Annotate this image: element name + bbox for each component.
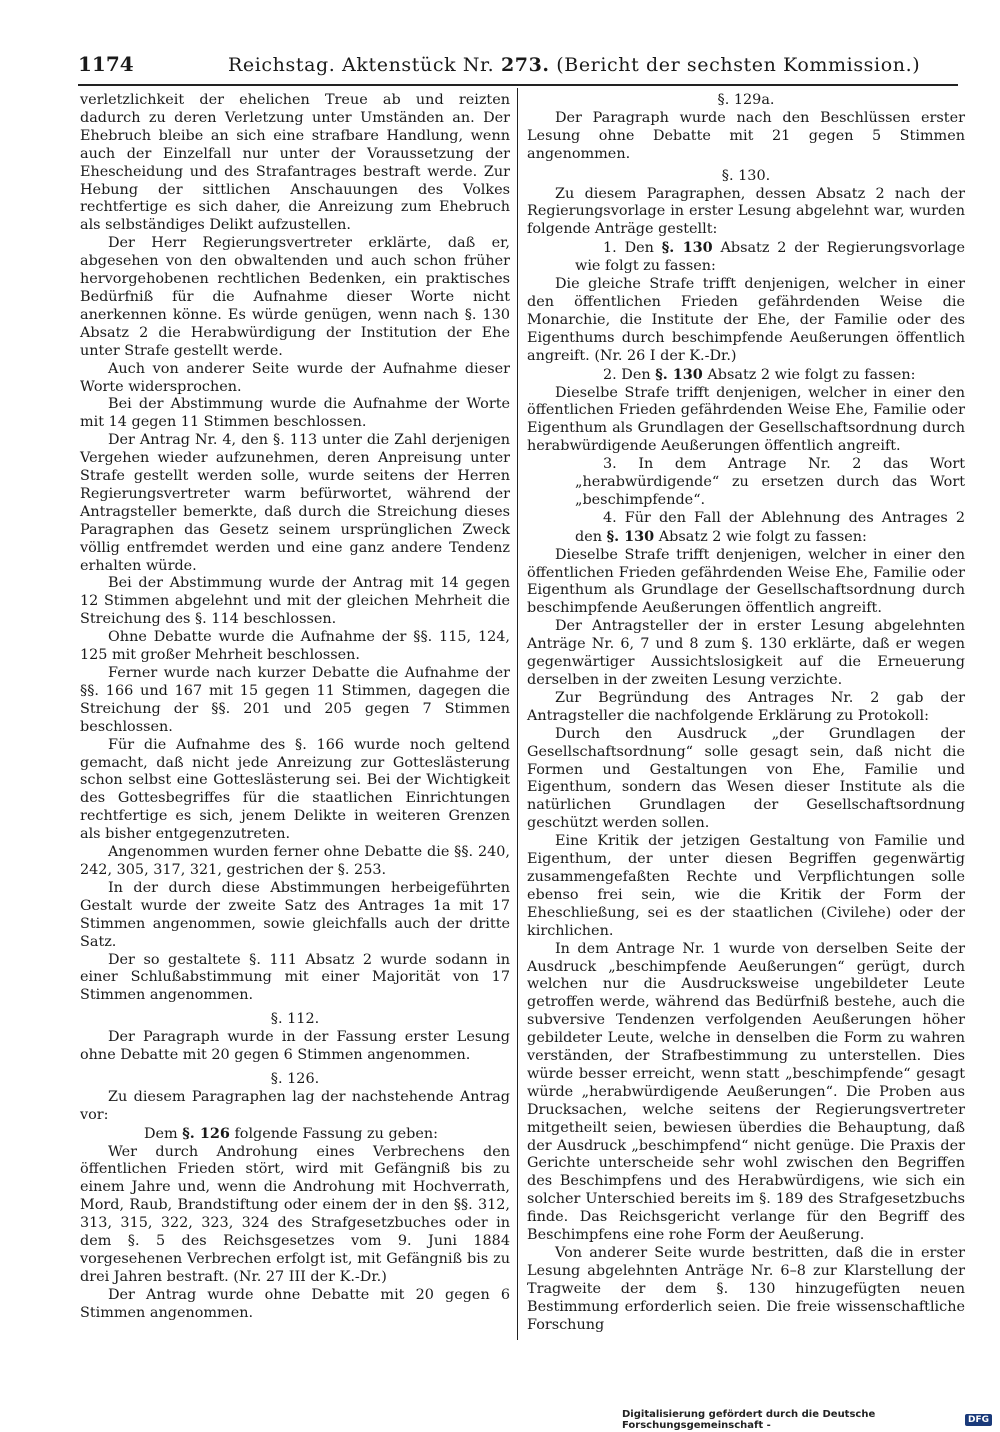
amendment-section: §. 126 — [182, 1124, 230, 1142]
right-column — [527, 92, 965, 1335]
section-heading: §. 126. — [270, 1070, 320, 1087]
paragraph: Von anderer Seite wurde bestritten, daß die in erster Lesung abgelehnten Anträge Nr. 6–8 zur Klarstellung der Tragweite der dem §. 130 hinzugefügten neuen Bestimmung erforderlich seien. Die freie wissenschaftliche Forschung — [527, 1245, 965, 1333]
amendment-suffix: folgende Fassung zu geben: — [234, 1125, 439, 1142]
protocol-quote: Durch den Ausdruck „der Grundlagen der Gesellschaftsordnung“ solle gesagt sein, daß nicht die Formen und Gestaltungen von Ehe, Familie und Eigenthum, sondern das Wesen dieser Institute als die natürlichen Grundlagen der Gesellschaftsordnung geschützt werden sollen. — [527, 725, 965, 832]
amendment-prefix: Dem — [144, 1125, 178, 1142]
section-heading: §. 130. — [721, 167, 771, 184]
column-divider — [517, 88, 518, 1340]
amendment-item-2 — [527, 366, 965, 385]
item-suffix: Absatz 2 der Regierungsvorlage wie folgt zu fassen: — [575, 240, 965, 275]
amendment-item-3: 3. In dem Antrage Nr. 2 das Wort „herabwürdigende“ zu ersetzen durch das Wort „beschimpfende“. — [575, 456, 965, 508]
item-section: §. 130 — [606, 527, 655, 545]
digitization-footer — [622, 1409, 992, 1431]
paragraph: Ohne Debatte wurde die Aufnahme der §§. 115, 124, 125 mit großer Mehrheit beschlossen. — [80, 629, 510, 664]
paragraph: Ferner wurde nach kurzer Debatte die Aufnahme der §§. 166 und 167 mit 15 gegen 11 Stimmen, dagegen die Streichung der §§. 201 und 205 gegen 7 Stimmen beschlossen. — [80, 665, 510, 735]
page-number: 1174 — [78, 52, 134, 76]
paragraph: Der Antrag Nr. 4, den §. 113 unter die Zahl derjenigen Vergehen wieder aufzunehmen, deren Anpreisung unter Strafe gestellt werden solle, wurde seitens der Herren Regierungsvertreter warm befürwortet, während der Antragsteller bemerkte, daß durch die Streichung dieses Paragraphen das Gesetz seinem ursprünglichen Zweck völlig entfremdet werden und eine ganz andere Tendenz erhalten würde. — [80, 432, 510, 574]
document-number: 273. — [500, 54, 550, 76]
item-suffix: Absatz 2 wie folgt zu fassen: — [707, 366, 916, 383]
section-heading: §. 129a. — [717, 92, 775, 108]
section-heading: §. 112. — [270, 1011, 320, 1028]
paragraph: Der Herr Regierungsvertreter erklärte, daß er, abgesehen von den obwaltenden und auch schon früher hervorgehobenen rechtlichen Bedenken, ein praktisches Bedürfniß für die Aufnahme dieser Worte nicht anerkennen könne. Es würde genügen, wenn nach §. 130 Absatz 2 die Herabwürdigung der Institution der Ehe unter Strafe gestellt werde. — [80, 235, 510, 359]
item-suffix: Absatz 2 wie folgt zu fassen: — [658, 528, 867, 545]
running-title-prefix: Reichstag. Aktenstück Nr. — [228, 54, 495, 76]
dfg-logo-icon: DFG — [965, 1414, 992, 1426]
item-section: §. 130 — [655, 365, 703, 383]
paragraph: Zur Begründung des Antrages Nr. 2 gab der Antragsteller die nachfolgende Erklärung zu Protokoll: — [527, 689, 965, 724]
paragraph: Zu diesem Paragraphen, dessen Absatz 2 nach der Regierungsvorlage in erster Lesung abgelehnt war, wurden folgende Anträge gestellt: — [527, 185, 965, 238]
paragraph: In dem Antrage Nr. 1 wurde von derselben Seite der Ausdruck „beschimpfende Aeußerungen“ gerügt, durch welchen nur die Ausdrucksweise ungebildeter Leute getroffen werde, während das Bedürfniß bestehe, auch die subversive Tendenzen verfolgenden Aeußerungen höher gebildeter Leute, welche in denselben die Form zu wahren verständen, der Strafbestimmung zu unterstellen. Dies würde besser erreicht, wenn statt „beschimpfende“ gesagt würde „herabwürdigende Aeußerungen“. Die Proben aus Drucksachen, welche seitens der Regierungsvertreter mitgetheilt seien, bewiesen überdies die Behauptung, daß der Ausdruck „beschimpfend“ nicht genüge. Die Praxis der Gerichte unterscheide sehr wohl zwischen den Begriffen des Beschimpfens und des Herabwürdigens, wie sich ein solcher Unterschied bereits im §. 189 des Strafgesetzbuchs finde. Das Reichsgericht verlange für den Begriff des Beschimpfens eine rohe Form der Aeußerung. — [527, 940, 965, 1244]
amendment-quote: Wer durch Androhung eines Verbrechens den öffentlichen Frieden stört, wird mit Gefängniß bis zu einem Jahre und, wenn die Androhung mit Hochverrath, Mord, Raub, Brandstiftung oder einem der in den §§. 312, 313, 315, 322, 323, 324 des Strafgesetzbuches oder in dem §. 5 des Reichsgesetzes vom 9. Juni 1884 vorgesehenen Verbrechen erfolgt ist, mit Gefängniß bis zu drei Jahren bestraft. (Nr. 27 III der K.-Dr.) — [80, 1143, 510, 1285]
footer-credit: Digitalisierung gefördert durch die Deutsche Forschungsgemeinschaft - — [622, 1409, 876, 1431]
item-prefix: 4. Für den Fall der Ablehnung des Antrages 2 den — [575, 509, 965, 545]
amendment-heading — [80, 1125, 510, 1144]
paragraph: In der durch diese Abstimmungen herbeigeführten Gestalt wurde der zweite Satz des Antrages 1a mit 17 Stimmen angenommen, sowie gleichfalls auch der dritte Satz. — [80, 879, 510, 950]
protocol-quote: Eine Kritik der jetzigen Gestaltung von Familie und Eigenthum, der unter diesen Begriffen gegenwärtig zusammengefaßten Rechte und Verpflichtungen solle ebenso frei sein, wie die Kritik der Form der Eheschließung, sei es der staatlichen (Civilehe) oder der kirchlichen. — [527, 833, 965, 939]
header-rule — [78, 84, 958, 86]
page-header — [78, 52, 958, 82]
amendment-item-1 — [527, 239, 965, 276]
amendment-quote: Dieselbe Strafe trifft denjenigen, welcher in einer den öffentlichen Frieden gefährdenden Weise Ehe, Familie oder Eigenthum als Grundlagen der Gesellschaftsordnung durch herabwürdigende Aeußerungen öffentlich angreift. — [527, 384, 965, 455]
amendment-quote: Die gleiche Strafe trifft denjenigen, welcher in einer den öffentlichen Frieden gefährdenden Weise die Monarchie, die Institute der Ehe, der Familie oder des Eigenthums durch beschimpfende Aeußerungen öffentlich angreift. (Nr. 26 I der K.-Dr.) — [527, 276, 965, 364]
item-prefix: 2. Den — [603, 366, 651, 383]
paragraph: Bei der Abstimmung wurde der Antrag mit 14 gegen 12 Stimmen abgelehnt und mit der gleichen Mehrheit die Streichung des §. 114 beschlossen. — [80, 575, 510, 628]
paragraph: Der Paragraph wurde nach den Beschlüssen erster Lesung ohne Debatte mit 21 gegen 5 Stimmen angenommen. — [527, 109, 965, 162]
amendment-quote: Dieselbe Strafe trifft denjenigen, welcher in einer den öffentlichen Frieden gefährdenden Weise Ehe, Familie oder Eigenthum als Grundlage der Gesellschaftsordnung durch beschimpfende Aeußerungen öffentlich angreift. — [527, 546, 965, 617]
running-title — [228, 54, 958, 76]
paragraph: Der Antragsteller der in erster Lesung abgelehnten Anträge Nr. 6, 7 und 8 zum §. 130 erklärte, daß er wegen gegenwärtiger Aussichtslosigkeit auf die Erneuerung derselben in der zweiten Lesung verzichte. — [527, 618, 965, 688]
amendment-item-4 — [527, 510, 965, 547]
paragraph: Der so gestaltete §. 111 Absatz 2 wurde sodann in einer Schlußabstimmung mit einer Majorität von 17 Stimmen angenommen. — [80, 951, 510, 1004]
left-column — [80, 92, 510, 1323]
running-title-suffix: (Bericht der sechsten Kommission.) — [556, 54, 921, 76]
paragraph: Angenommen wurden ferner ohne Debatte die §§. 240, 242, 305, 317, 321, gestrichen der §. 253. — [80, 844, 510, 878]
item-prefix: 1. Den — [603, 240, 654, 257]
item-section: §. 130 — [661, 239, 713, 257]
paragraph: verletzlichkeit der ehelichen Treue ab und reizten dadurch zu deren Verletzung unter Umständen an. Der Ehebruch bleibe an sich eine strafbare Handlung, wenn auch der Einzelfall nur unter der Voraussetzung der Ehescheidung und des Strafantrages bestraft werde. Zur Hebung der sittlichen Anschauungen des Volkes rechtfertige es sich daher, die Anreizung zum Ehebruch als selbständiges Delikt aufzustellen. — [80, 92, 510, 234]
paragraph: Auch von anderer Seite wurde der Aufnahme dieser Worte widersprochen. — [80, 360, 510, 395]
paragraph: Der Antrag wurde ohne Debatte mit 20 gegen 6 Stimmen angenommen. — [80, 1286, 510, 1321]
paragraph: Zu diesem Paragraphen lag der nachstehende Antrag vor: — [80, 1088, 510, 1123]
paragraph: Bei der Abstimmung wurde die Aufnahme der Worte mit 14 gegen 11 Stimmen beschlossen. — [80, 396, 510, 431]
paragraph: Der Paragraph wurde in der Fassung erster Lesung ohne Debatte mit 20 gegen 6 Stimmen angenommen. — [80, 1029, 510, 1064]
paragraph: Für die Aufnahme des §. 166 wurde noch geltend gemacht, daß nicht jede Anreizung zur Gotteslästerung schon selbst eine Gotteslästerung sei. Bei der Wichtigkeit des Gottesbegriffes für die staatlichen Einrichtungen rechtfertige es sich, jenem Delikte in weiteren Grenzen als bisher entgegenzutreten. — [80, 736, 510, 843]
